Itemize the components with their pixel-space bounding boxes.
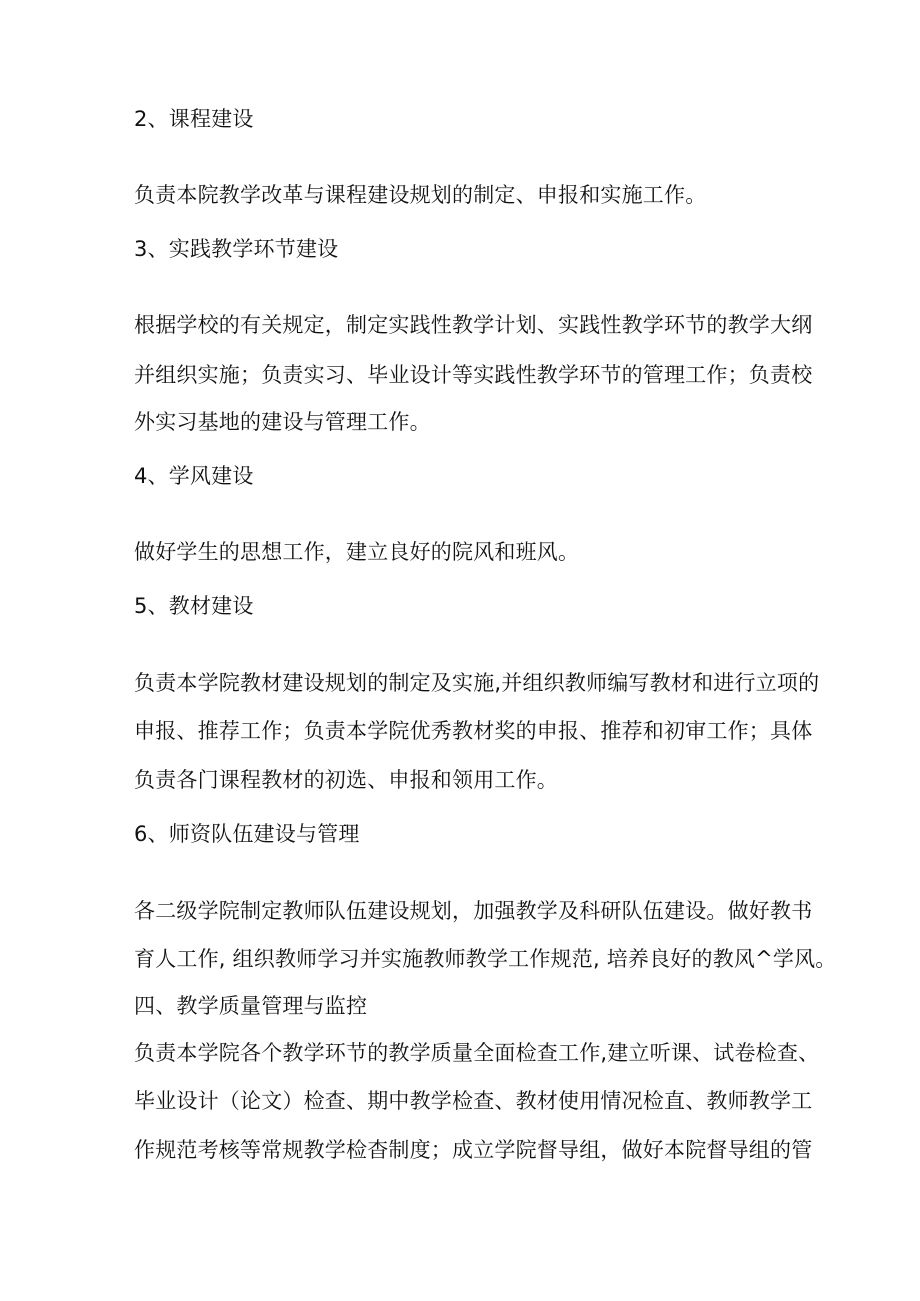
paragraph-line: 育人工作, 组织教师学习并实施教师教学工作规范, 培养良好的教风^学风。: [134, 947, 837, 971]
paragraph-line: 毕业设计（论文）检查、期中教学检查、教材使用情况检直、教师教学工: [134, 1089, 813, 1113]
paragraph-line: 各二级学院制定教师队伍建设规划，加强教学及科研队伍建设。做好教书: [134, 899, 813, 923]
paragraph-line: 申报、推荐工作；负责本学院优秀教材奖的申报、推荐和初审工作；具体: [134, 719, 813, 743]
paragraph-line: 作规范考核等常规教学检杳制度；成立学院督导组，做好本院督导组的管: [134, 1138, 813, 1162]
section-heading-practice-teaching: 3、实践教学环节建设: [134, 237, 339, 261]
section-heading-course-construction: 2、课程建设: [134, 107, 254, 131]
paragraph-line: 根据学校的有关规定，制定实践性教学计划、实践性教学环节的教学大纲: [134, 313, 813, 337]
paragraph-line: 负责本院教学改革与课程建设规划的制定、申报和实施工作。: [134, 183, 707, 207]
paragraph-line: 负责各门课程教材的初选、申报和领用工作。: [134, 768, 558, 792]
section-heading-quality-monitoring: 四、教学质量管理与监控: [134, 994, 368, 1018]
paragraph-line: 负责本学院教材建设规划的制定及实施,并组织教师编写教材和进行立项的: [134, 671, 820, 695]
section-heading-faculty: 6、师资队伍建设与管理: [134, 822, 360, 846]
paragraph-line: 做好学生的思想工作，建立良好的院风和班风。: [134, 540, 580, 564]
paragraph-line: 并组织实施；负责实习、毕业设计等实践性教学环节的管理工作；负责校: [134, 363, 813, 387]
section-heading-textbook: 5、教材建设: [134, 594, 254, 618]
paragraph-line: 负责本学院各个教学环节的教学质量全面检查工作,建立听课、试卷检查、: [134, 1041, 820, 1065]
section-heading-study-style: 4、学风建设: [134, 464, 254, 488]
paragraph-line: 外实习基地的建设与管理工作。: [134, 410, 431, 434]
